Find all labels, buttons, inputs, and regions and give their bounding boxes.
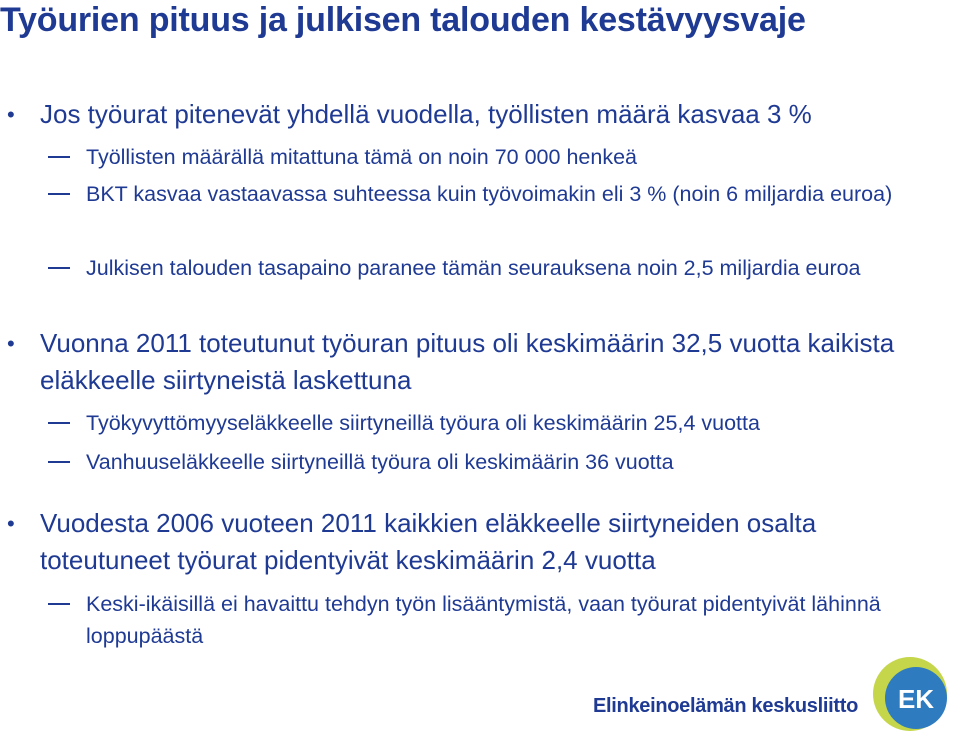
logo-text: EK <box>897 684 935 714</box>
sub-bullet-2-2 <box>86 446 956 478</box>
dash-icon <box>48 156 70 158</box>
sub-bullet-1-3-text: Julkisen talouden tasapaino paranee tämän seurauksena noin 2,5 miljardia euroa <box>86 256 861 280</box>
bullet-dot-icon: • <box>7 102 15 127</box>
bullet-3 <box>7 505 950 579</box>
sub-bullet-1-2 <box>86 178 956 210</box>
bullet-dot-icon: • <box>7 511 15 536</box>
sub-bullet-1-3 <box>86 252 956 284</box>
dash-icon <box>48 422 70 424</box>
dash-icon <box>48 267 70 269</box>
slide-title: Työurien pituus ja julkisen talouden kestävyysvaje <box>0 1 806 39</box>
sub-bullet-1-2-text: BKT kasvaa vastaavassa suhteessa kuin työvoimakin eli 3 % (noin 6 miljardia euroa) <box>86 182 893 206</box>
sub-bullet-1-1 <box>86 141 956 173</box>
sub-bullet-2-1-text: Työkyvyttömyyseläkkeelle siirtyneillä työura oli keskimäärin 25,4 vuotta <box>86 411 760 435</box>
sub-bullet-3-1-text: Keski-ikäisillä ei havaittu tehdyn työn lisääntymistä, vaan työurat pidentyivät lähinnä loppupäästä <box>86 592 881 648</box>
organization-name: Elinkeinoelämän keskusliitto <box>592 695 858 717</box>
sub-bullet-1-1-text: Työllisten määrällä mitattuna tämä on noin 70 000 henkeä <box>86 145 637 169</box>
dash-icon <box>48 461 70 463</box>
dash-icon <box>48 603 70 605</box>
bullet-1-text: Jos työurat pitenevät yhdellä vuodella, työllisten määrä kasvaa 3 % <box>40 99 812 129</box>
bullet-2 <box>7 325 950 399</box>
sub-bullet-3-1 <box>86 588 956 652</box>
bullet-dot-icon: • <box>7 331 15 356</box>
sub-bullet-2-1 <box>86 407 956 439</box>
bullet-1 <box>7 96 950 133</box>
sub-bullet-2-2-text: Vanhuuseläkkeelle siirtyneillä työura oli keskimäärin 36 vuotta <box>86 450 674 474</box>
bullet-3-text: Vuodesta 2006 vuoteen 2011 kaikkien eläkkeelle siirtyneiden osalta toteutuneet työurat pidentyivät keskimäärin 2,4 vuotta <box>40 508 817 575</box>
bullet-2-text: Vuonna 2011 toteutunut työuran pituus oli keskimäärin 32,5 vuotta kaikista eläkkeelle siirtyneistä laskettuna <box>40 328 895 395</box>
ek-logo-icon <box>872 656 948 732</box>
dash-icon <box>48 193 70 195</box>
